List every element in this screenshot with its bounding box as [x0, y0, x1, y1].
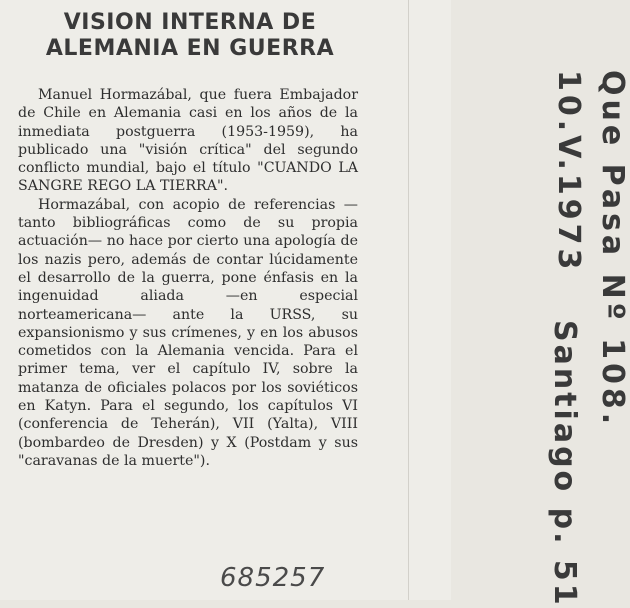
clipping-edge	[408, 0, 409, 600]
article-headline	[25, 10, 355, 62]
headline-line-2: ALEMANIA EN GUERRA	[45, 36, 335, 61]
handwritten-source: Que Pasa Nº 108.	[595, 70, 630, 429]
headline-line-1: VISION INTERNA DE	[63, 10, 317, 35]
archive-number: 685257	[220, 563, 326, 593]
article-paragraph-1: Manuel Hormazábal, que fuera Embajador de Chile en Alemania casi en los años de la inmediata postguerra (1953-1959), ha publicado una "visión crítica" del segundo conflicto mundial, bajo el título "CUANDO LA SANGRE REGO LA TIERRA".	[18, 87, 358, 195]
article-paragraph-2: Hormazábal, con acopio de referencias —tanto bibliográficas como de su propia actuación— no hace por cierto una apología de los nazis pero, además de contar lúcidamente el desarrollo de la guerra, pone énfasis en la ingenuidad aliada —en especial norteamericana— ante la URSS, su expansionismo y sus crímenes, y en los abusos cometidos con la Alemania vencida. Para el primer tema, ver el capítulo IV, sobre la matanza de oficiales polacos por los soviéticos en Katyn. Para el segundo, los capítulos VI (conferencia de Teherán), VII (Yalta), VIII (bombardeo de Dresden) y X (Postdam y sus "caravanas de la muerte").	[18, 196, 358, 469]
handwritten-date: 10.V.1973	[551, 70, 586, 274]
article-body	[18, 86, 358, 470]
handwritten-place-page: Santiago p. 51	[547, 320, 582, 608]
handwritten-annotation	[500, 70, 630, 608]
